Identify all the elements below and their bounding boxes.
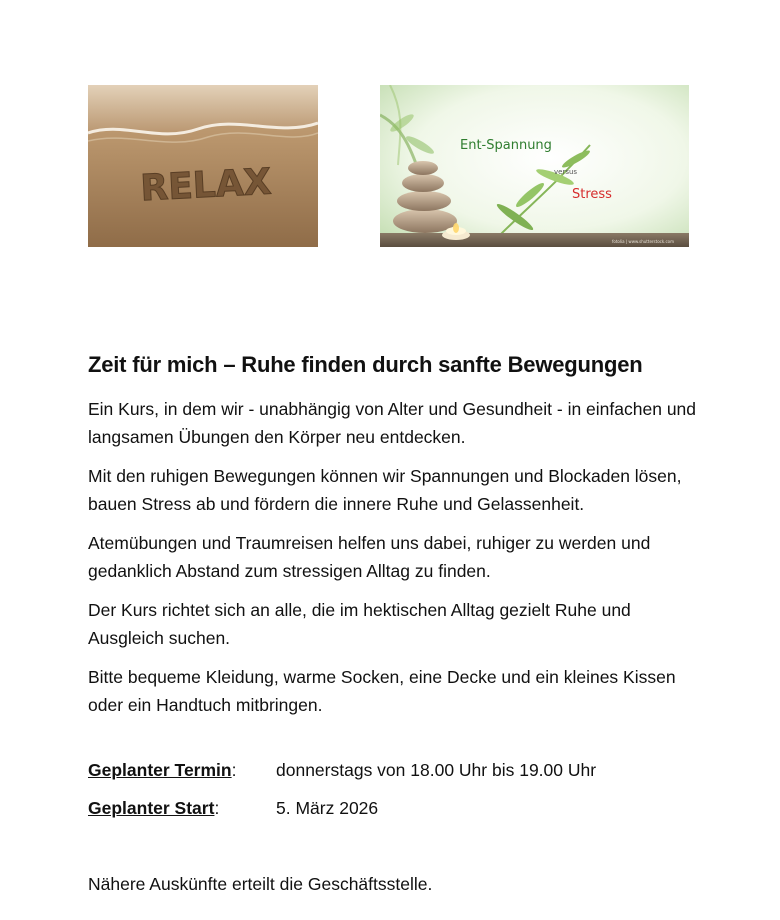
start-colon: : — [214, 798, 220, 818]
termin-value: donnerstags von 18.00 Uhr bis 19.00 Uhr — [276, 760, 597, 780]
termin-label: Geplanter Termin — [88, 760, 232, 780]
schedule-start-row — [88, 798, 379, 819]
relax-sand-text: RELAX — [139, 161, 273, 210]
paragraph-audience: Der Kurs richtet sich an alle, die im hektischen Alltag gezielt Ruhe und Ausgleich suchen. — [88, 600, 631, 648]
versus-text: versus — [554, 168, 578, 176]
body-text — [88, 395, 708, 730]
page-title: Zeit für mich – Ruhe finden durch sanfte Bewegungen — [88, 352, 643, 377]
schedule-termin-row — [88, 760, 597, 781]
paragraph-breathing: Atemübungen und Traumreisen helfen uns dabei, ruhiger zu werden und gedanklich Abstand zum stressigen Alltag zu finden. — [88, 533, 651, 581]
paragraph-intro: Ein Kurs, in dem wir - unabhängig von Alter und Gesundheit - in einfachen und langsamen Übungen den Körper neu entdecken. — [88, 399, 697, 447]
stress-text: Stress — [572, 187, 612, 202]
paragraph-bring-items: Bitte bequeme Kleidung, warme Socken, eine Decke und ein kleines Kissen oder ein Handtuch mitbringen. — [88, 667, 676, 715]
paragraph-benefits: Mit den ruhigen Bewegungen können wir Spannungen und Blockaden lösen, bauen Stress ab und fördern die innere Ruhe und Gelassenheit. — [88, 466, 682, 514]
zen-stones-image — [380, 85, 689, 247]
footer-contact-text: Nähere Auskünfte erteilt die Geschäftsstelle. — [88, 874, 433, 894]
entspannung-text: Ent-Spannung — [460, 138, 552, 153]
relax-sand-image — [88, 85, 318, 247]
start-value: 5. März 2026 — [276, 798, 379, 818]
start-label: Geplanter Start — [88, 798, 215, 818]
image-credit-text: fotolia | www.shutterstock.com — [612, 239, 674, 244]
termin-colon: : — [231, 760, 237, 780]
